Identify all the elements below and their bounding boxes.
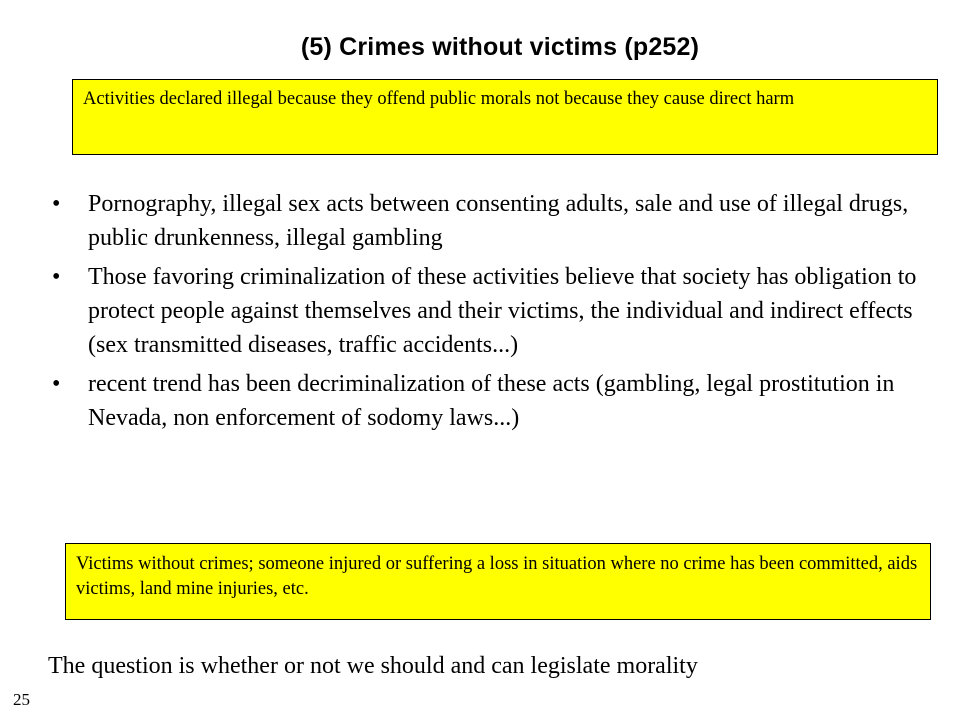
- victims-callout-text: Victims without crimes; someone injured or suffering a loss in situation where no crime has been committed, aids victims, land mine injuries, etc.: [76, 554, 918, 599]
- bullet-item: [52, 260, 932, 362]
- bullet-marker: •: [52, 191, 61, 217]
- bullet-text: Pornography, illegal sex acts between consenting adults, sale and use of illegal drugs, public drunkenness, illegal gambling: [88, 191, 909, 251]
- closing-question: The question is whether or not we should and can legislate morality: [48, 653, 698, 679]
- bullet-marker: •: [52, 264, 61, 290]
- slide-number: 25: [13, 690, 30, 709]
- victims-callout: [65, 543, 931, 620]
- bullet-text: recent trend has been decriminalization of these acts (gambling, legal prostitution in Nevada, non enforcement of sodomy laws...): [88, 371, 895, 431]
- slide-title: (5) Crimes without victims (p252): [300, 33, 700, 61]
- bullet-list: [52, 187, 932, 440]
- bullet-text: Those favoring criminalization of these activities believe that society has obligation to protect people against themselves and their victims, the individual and indirect effects (sex transmitted diseases, traffic accidents...): [88, 264, 917, 358]
- definition-callout: [72, 79, 938, 155]
- bullet-item: [52, 187, 932, 255]
- definition-callout-text: Activities declared illegal because they offend public morals not because they cause direct harm: [83, 89, 795, 109]
- bullet-marker: •: [52, 371, 61, 397]
- bullet-item: [52, 367, 932, 435]
